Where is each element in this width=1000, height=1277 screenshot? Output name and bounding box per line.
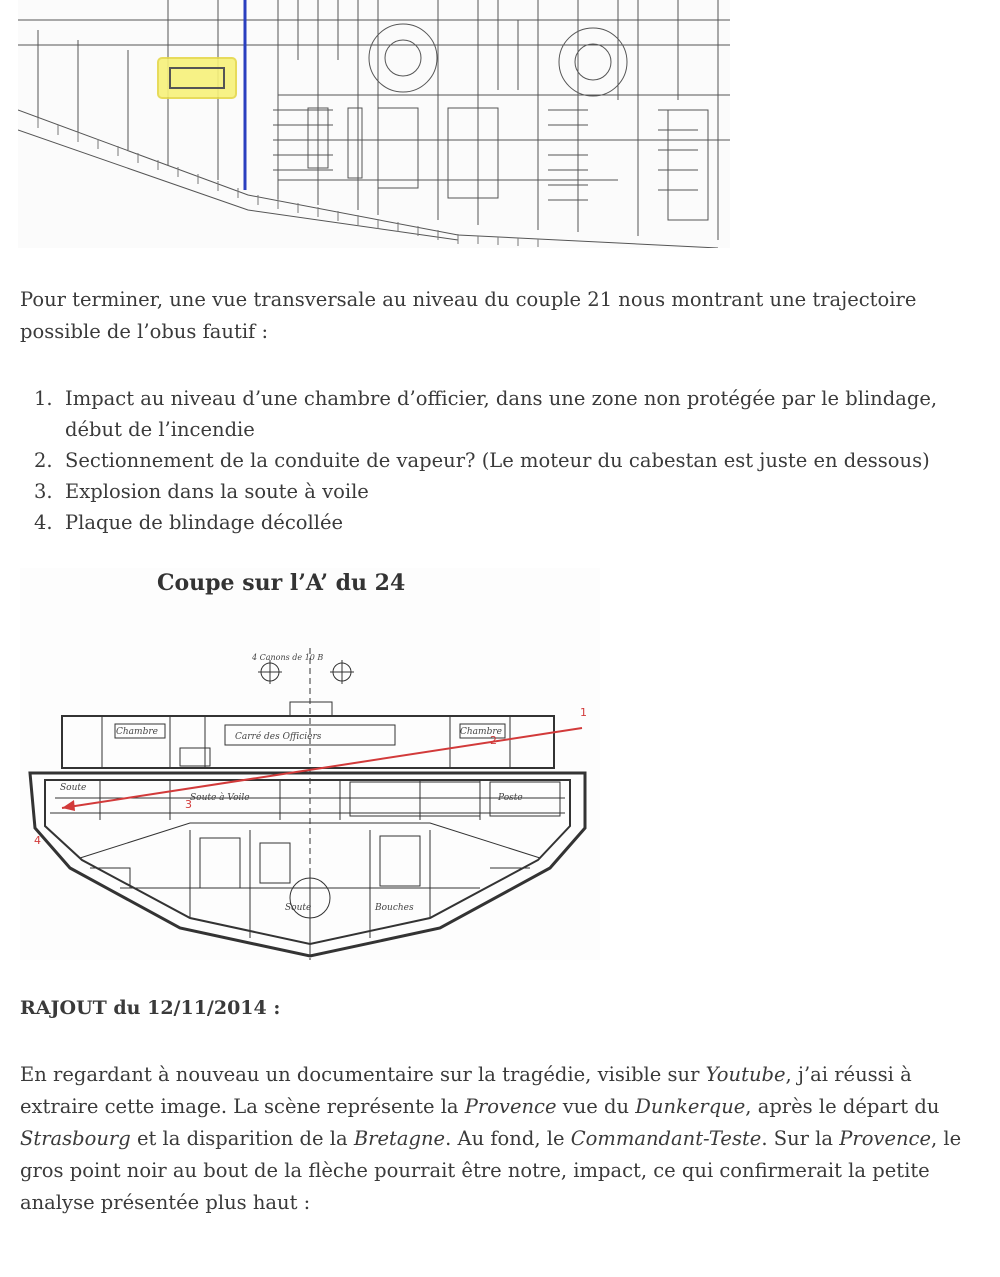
cross-section-drawing: [20, 568, 600, 960]
impact-steps-list: [20, 383, 982, 538]
list-item: [20, 383, 982, 445]
trajectory-marker: 4: [34, 834, 41, 847]
list-item: [20, 476, 982, 507]
list-item-text: Sectionnement de la conduite de vapeur? (Le moteur du cabestan est juste en dessous): [65, 449, 930, 472]
list-item-text: Plaque de blindage décollée: [65, 511, 344, 534]
list-item-number: 1.: [34, 387, 53, 410]
room-label: Bouches: [375, 903, 414, 913]
room-label: Soute: [285, 903, 312, 913]
list-item: [20, 507, 982, 538]
list-item-text: Impact au niveau d’une chambre d’officier, dans une zone non protégée par le blindage, début de l’incendie: [65, 387, 938, 441]
section-title: Coupe sur l’A’ du 24: [157, 570, 406, 596]
rajout-heading: RAJOUT du 12/11/2014 :: [20, 997, 281, 1019]
trajectory-marker: 3: [185, 798, 192, 811]
list-item-text: Explosion dans la soute à voile: [65, 480, 369, 503]
trajectory-marker: 2: [490, 734, 497, 747]
section-caption: 4 Canons de 10 B: [252, 653, 324, 662]
list-item: [20, 445, 982, 476]
room-label: Soute: [60, 783, 87, 793]
final-paragraph: En regardant à nouveau un documentaire sur la tragédie, visible sur Youtube, j’ai réussi à extraire cette image. La scène représente la Provence vue du Dunkerque, après le départ du Strasbourg et la disparition de la Bretagne. Au fond, le Commandant-Teste. Sur la Provence, le gros point noir au bout de la flèche pourrait être notre, impact, ce qui confirmerait la petite analyse présentée plus haut :: [20, 1063, 962, 1214]
list-item-number: 2.: [34, 449, 53, 472]
list-item-number: 4.: [34, 511, 53, 534]
list-item-number: 3.: [34, 480, 53, 503]
room-label: Chambre: [116, 727, 158, 737]
intro-paragraph: Pour terminer, une vue transversale au niveau du couple 21 nous montrant une trajectoire possible de l’obus fautif :: [20, 288, 917, 343]
trajectory-marker: 1: [580, 706, 587, 719]
room-label: Carré des Officiers: [235, 732, 322, 742]
room-label: Chambre: [460, 727, 502, 737]
ship-deck-plan-drawing: [18, 0, 730, 248]
room-label: Poste: [498, 793, 523, 803]
room-label: Soute à Voile: [190, 793, 250, 803]
